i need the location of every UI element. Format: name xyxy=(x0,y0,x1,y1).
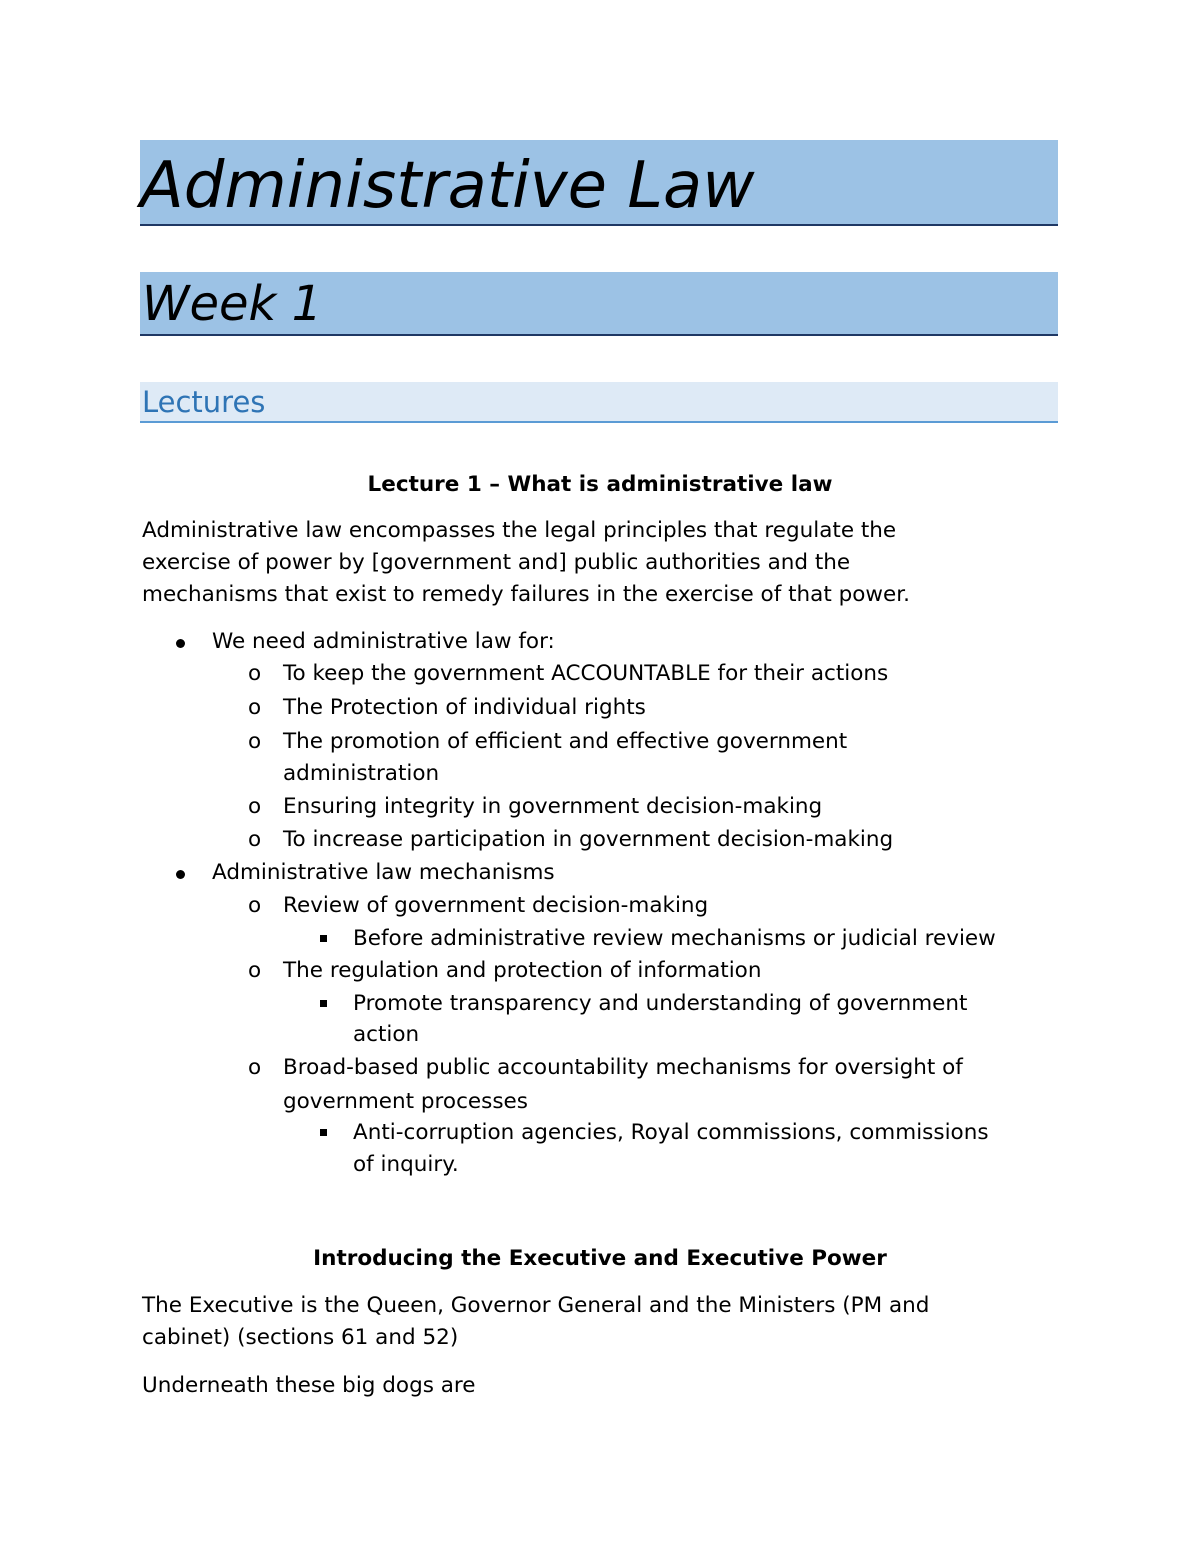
title-text: Administrative Law xyxy=(140,149,755,223)
square-bullet xyxy=(320,935,327,942)
list-item: Promote transparency and understanding of government xyxy=(353,991,968,1016)
list-item-continued: administration xyxy=(283,761,440,786)
list-item: Review of government decision-making xyxy=(283,893,709,918)
week-text: Week 1 xyxy=(142,276,323,332)
document-page xyxy=(140,0,1060,1553)
intro-line: Administrative law encompasses the legal principles that regulate the xyxy=(142,518,897,543)
list-item: Broad-based public accountability mechanisms for oversight of xyxy=(283,1055,963,1080)
intro-line: exercise of power by [government and] public authorities and the xyxy=(142,550,851,575)
circle-marker: o xyxy=(248,958,262,983)
bullet-dot xyxy=(176,639,185,648)
lecture-heading: Lecture 1 – What is administrative law xyxy=(367,472,833,497)
executive-line: Underneath these big dogs are xyxy=(142,1373,476,1398)
square-bullet xyxy=(320,1129,327,1136)
list-item: The Protection of individual rights xyxy=(283,695,646,720)
list-item: Ensuring integrity in government decision-making xyxy=(283,794,823,819)
executive-line: The Executive is the Queen, Governor General and the Ministers (PM and xyxy=(142,1293,930,1318)
executive-line: cabinet) (sections 61 and 52) xyxy=(142,1325,459,1350)
circle-marker: o xyxy=(248,695,262,720)
list-item: The promotion of efficient and effective government xyxy=(283,729,848,754)
executive-heading: Introducing the Executive and Executive Power xyxy=(313,1246,887,1271)
section-heading xyxy=(140,382,1058,423)
square-bullet xyxy=(320,1000,327,1007)
circle-marker: o xyxy=(248,661,262,686)
list-item: To increase participation in government decision-making xyxy=(283,827,894,852)
title-heading xyxy=(140,140,1058,226)
circle-marker: o xyxy=(248,827,262,852)
intro-line: mechanisms that exist to remedy failures in the exercise of that power. xyxy=(142,582,910,607)
circle-marker: o xyxy=(248,729,262,754)
week-heading xyxy=(140,272,1058,336)
list-item: The regulation and protection of information xyxy=(283,958,762,983)
circle-marker: o xyxy=(248,794,262,819)
list-item-continued: government processes xyxy=(283,1089,528,1114)
list-item-continued: of inquiry. xyxy=(353,1152,459,1177)
list-item-continued: action xyxy=(353,1022,420,1047)
list-item: Administrative law mechanisms xyxy=(212,860,555,885)
circle-marker: o xyxy=(248,893,262,918)
list-item: Anti-corruption agencies, Royal commissions, commissions xyxy=(353,1120,989,1145)
list-item: To keep the government ACCOUNTABLE for their actions xyxy=(283,661,889,686)
bullet-dot xyxy=(176,870,185,879)
circle-marker: o xyxy=(248,1055,262,1080)
list-item: We need administrative law for: xyxy=(212,629,555,654)
section-text: Lectures xyxy=(142,385,266,419)
list-item: Before administrative review mechanisms or judicial review xyxy=(353,926,996,951)
